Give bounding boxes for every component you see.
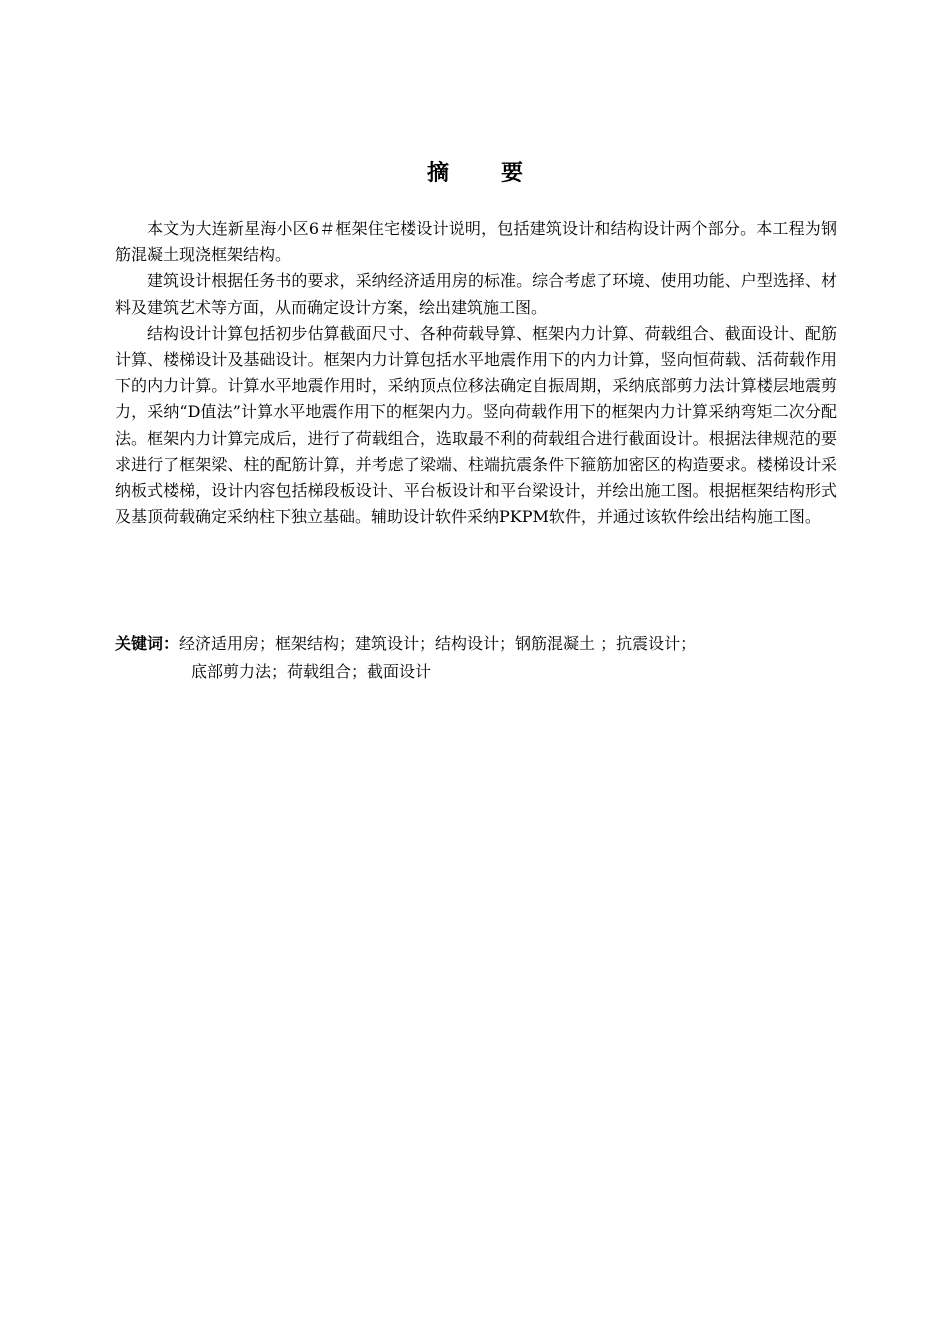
abstract-body [115,216,837,530]
paragraph-architecture: 建筑设计根据任务书的要求，采纳经济适用房的标准。综合考虑了环境、使用功能、户型选择、材料及建筑艺术等方面，从而确定设计方案，绘出建筑施工图。 [115,271,837,317]
keywords-block [115,630,837,686]
paragraph-intro: 本文为大连新星海小区6＃框架住宅楼设计说明，包括建筑设计和结构设计两个部分。本工程为钢筋混凝土现浇框架结构。 [115,219,837,265]
title-char-2: 要 [501,161,524,186]
keywords-label: 关键词： [115,634,180,653]
keywords-line-1 [115,630,837,658]
title-char-1: 摘 [426,161,449,186]
abstract-title [0,158,950,190]
keywords-list-1: 经济适用房；框架结构；建筑设计；结构设计；钢筋混凝土 ；抗震设计； [179,634,697,653]
paragraph-structure: 结构设计计算包括初步估算截面尺寸、各种荷载导算、框架内力计算、荷载组合、截面设计、配筋计算、楼梯设计及基础设计。框架内力计算包括水平地震作用下的内力计算，竖向恒荷载、活荷载作用下的内力计算。计算水平地震作用时，采纳顶点位移法确定自振周期，采纳底部剪力法计算楼层地震剪力，采纳“D值法”计算水平地震作用下的框架内力。竖向荷载作用下的框架内力计算采纳弯矩二次分配法。框架内力计算完成后，进行了荷载组合，选取最不利的荷载组合进行截面设计。根据法律规范的要求进行了框架梁、柱的配筋计算，并考虑了梁端、柱端抗震条件下箍筋加密区的构造要求。楼梯设计采纳板式楼梯，设计内容包括梯段板设计、平台板设计和平台梁设计，并绘出施工图。根据框架结构形式及基顶荷载确定采纳柱下独立基础。辅助设计软件采纳PKPM软件，并通过该软件绘出结构施工图。 [115,323,837,527]
keywords-line-2: 底部剪力法；荷载组合；截面设计 [191,662,432,681]
